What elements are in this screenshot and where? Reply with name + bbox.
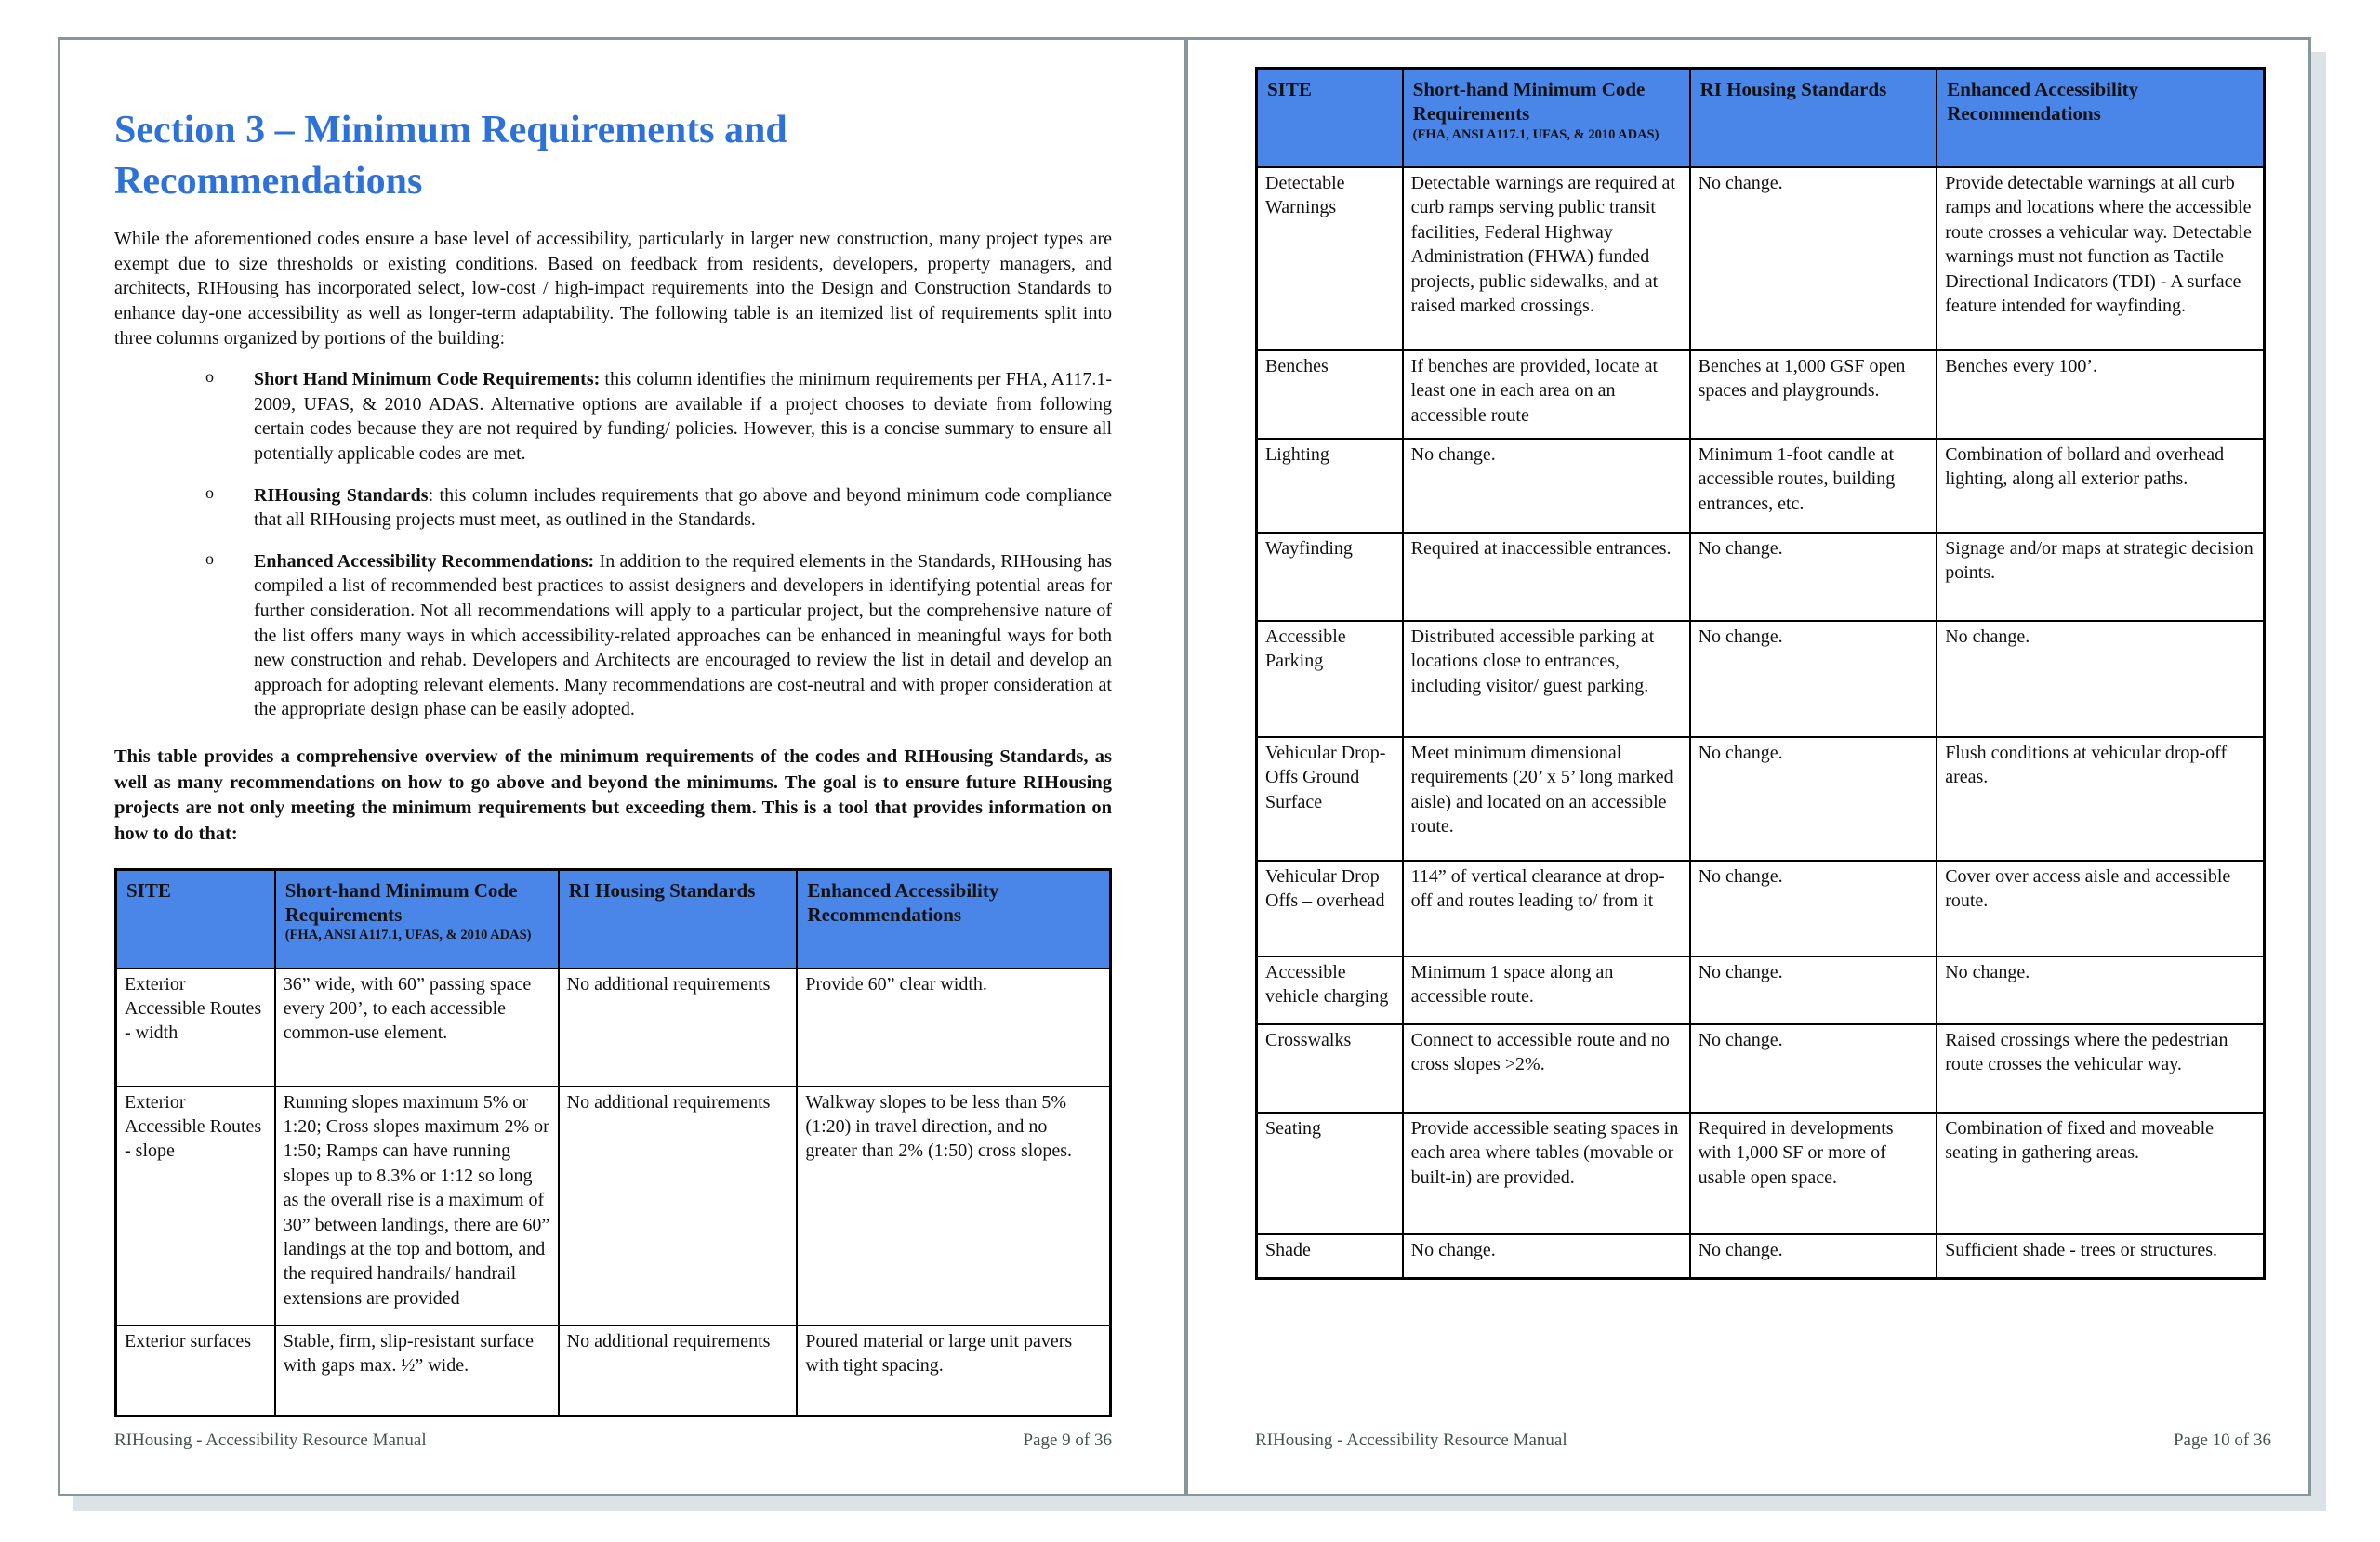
- footer: [114, 1430, 1112, 1451]
- table-cell: No change.: [1690, 1234, 1937, 1279]
- col-header-shorthand-title: Short-hand Minimum Code Requirements: [1412, 78, 1646, 125]
- list-item-enhanced-recommendations: [205, 548, 1112, 722]
- table-row: [1257, 737, 2265, 861]
- table-body: [1257, 167, 2265, 1279]
- table-cell: No additional requirements: [559, 1087, 798, 1325]
- table-cell: Connect to accessible route and no cross slopes >2%.: [1403, 1024, 1690, 1113]
- row-label-cell: Vehicular Drop-Offs Ground Surface: [1257, 737, 1403, 861]
- page-9: [60, 40, 1188, 1494]
- footer: [1255, 1430, 2271, 1451]
- bullet-lead: Short Hand Minimum Code Requirements:: [254, 369, 601, 390]
- column-definitions-list: [114, 367, 1112, 722]
- table-cell: Provide detectable warnings at all curb ramps and locations where the accessible route crosses a vehicular way. Detectable warnings must not function as Tactile Directional Indicators (TDI) - A surface feature intended for wayfinding.: [1937, 167, 2264, 350]
- table-cell: No change.: [1403, 1234, 1690, 1279]
- table-cell: No additional requirements: [559, 1325, 798, 1417]
- table-cell: Combination of bollard and overhead lighting, along all exterior paths.: [1937, 439, 2264, 533]
- row-label-cell: Accessible vehicle charging: [1257, 956, 1403, 1024]
- bullet-text: this column identifies the minimum requirements per FHA, A117.1-2009, UFAS, & 2010 ADAS. Alternative options are available if a project chooses to deviate from following certain codes because they are not required by funding/ policies. However, this is a concise summary to ensure all potentially applicable codes are met.: [254, 369, 1112, 464]
- row-label-cell: Detectable Warnings: [1257, 167, 1403, 350]
- table-cell: Running slopes maximum 5% or 1:20; Cross slopes maximum 2% or 1:50; Ramps can have running slopes up to 8.3% or 1:12 so long as the overall rise is a maximum of 30” between landings, there are 60” landings at the top and bottom, and the required handrails/ handrail extensions are provided: [275, 1087, 559, 1325]
- table-cell: Benches every 100’.: [1937, 350, 2264, 439]
- col-header-shorthand: [275, 869, 559, 969]
- list-item-shorthand: [205, 367, 1112, 466]
- row-label-cell: Vehicular Drop Offs – overhead: [1257, 861, 1403, 956]
- table-row: [1257, 1024, 2265, 1113]
- row-label-cell: Wayfinding: [1257, 533, 1403, 621]
- col-header-shorthand-sub: (FHA, ANSI A117.1, UFAS, & 2010 ADAS): [1412, 126, 1659, 142]
- row-label-cell: Exterior Accessible Routes - width: [116, 969, 275, 1087]
- table-cell: Raised crossings where the pedestrian route crosses the vehicular way.: [1937, 1024, 2264, 1113]
- table-cell: Meet minimum dimensional requirements (20’ x 5’ long marked aisle) and located on an accessible route.: [1403, 737, 1690, 861]
- table-cell: Poured material or large unit pavers with tight spacing.: [797, 1325, 1110, 1417]
- footer-manual-title: RIHousing - Accessibility Resource Manual: [1255, 1430, 1567, 1450]
- footer-page-number: Page 9 of 36: [1023, 1430, 1112, 1450]
- col-header-shorthand-title: Short-hand Minimum Code Requirements: [284, 878, 518, 926]
- page-10: [1188, 40, 2308, 1494]
- table-row: [1257, 956, 2265, 1024]
- col-header-enhanced: Enhanced Accessibility Recommendations: [797, 869, 1110, 969]
- table-cell: Benches at 1,000 GSF open spaces and playgrounds.: [1690, 350, 1937, 439]
- site-requirements-table-page9: [114, 868, 1112, 1417]
- table-cell: No additional requirements: [559, 969, 798, 1087]
- table-cell: Minimum 1 space along an accessible route.: [1403, 956, 1690, 1024]
- table-cell: If benches are provided, locate at least one in each area on an accessible route: [1403, 350, 1690, 439]
- table-cell: Minimum 1-foot candle at accessible routes, building entrances, etc.: [1690, 439, 1937, 533]
- table-header-row: [1257, 69, 2265, 168]
- table-row: [116, 1325, 1111, 1417]
- table-cell: No change.: [1937, 956, 2264, 1024]
- document-spread: [58, 37, 2311, 1496]
- row-label-cell: Exterior surfaces: [116, 1325, 275, 1417]
- table-cell: Cover over access aisle and accessible route.: [1937, 861, 2264, 956]
- table-cell: No change.: [1690, 621, 1937, 737]
- table-row: [1257, 439, 2265, 533]
- table-row: [1257, 1113, 2265, 1234]
- col-header-site: SITE: [116, 869, 275, 969]
- bullet-lead: RIHousing Standards: [254, 484, 429, 506]
- bullet-marker: o: [205, 482, 214, 502]
- table-cell: Walkway slopes to be less than 5% (1:20) in travel direction, and no greater than 2% (1:50) cross slopes.: [797, 1087, 1110, 1325]
- table-row: [116, 1087, 1111, 1325]
- table-cell: Stable, firm, slip-resistant surface with gaps max. ½” wide.: [275, 1325, 559, 1417]
- table-cell: No change.: [1937, 621, 2264, 737]
- list-item-rihousing-standards: [205, 482, 1112, 533]
- table-cell: No change.: [1690, 1024, 1937, 1113]
- table-cell: Provide 60” clear width.: [797, 969, 1110, 1087]
- row-label-cell: Lighting: [1257, 439, 1403, 533]
- footer-manual-title: RIHousing - Accessibility Resource Manual: [114, 1430, 427, 1450]
- table-row: [116, 969, 1111, 1087]
- bullet-text: In addition to the required elements in the Standards, RIHousing has compiled a list of recommended best practices to assist designers and developers in identifying potential areas for further consideration. Not all recommendations will apply to a particular project, but the comprehensive nature of the list offers many ways in which accessibility-related approaches can be enhanced in meaningful ways for both new construction and rehab. Developers and Architects are encouraged to review the list in detail and develop an approach for adopting relevant elements. Many recommendations are cost-neutral and with proper consideration at the appropriate design phase can be easily adopted.: [254, 550, 1112, 720]
- col-header-shorthand-sub: (FHA, ANSI A117.1, UFAS, & 2010 ADAS): [284, 928, 532, 943]
- table-cell: Required in developments with 1,000 SF or more of usable open space.: [1690, 1113, 1937, 1234]
- table-row: [1257, 533, 2265, 621]
- bullet-text: : this column includes requirements that go above and beyond minimum code compliance that all RIHousing projects must meet, as outlined in the Standards.: [254, 484, 1112, 531]
- col-header-enhanced: Enhanced Accessibility Recommendations: [1937, 69, 2264, 168]
- footer-page-number: Page 10 of 36: [2173, 1430, 2271, 1450]
- bullet-marker: o: [205, 548, 214, 568]
- table-cell: No change.: [1690, 861, 1937, 956]
- table-cell: No change.: [1690, 167, 1937, 350]
- table-cell: No change.: [1690, 737, 1937, 861]
- col-header-shorthand: [1403, 69, 1690, 168]
- table-row: [1257, 350, 2265, 439]
- row-label-cell: Benches: [1257, 350, 1403, 439]
- row-label-cell: Accessible Parking: [1257, 621, 1403, 737]
- section-title: Section 3 – Minimum Requirements and Recommendations: [114, 109, 787, 203]
- table-cell: Signage and/or maps at strategic decision points.: [1937, 533, 2264, 621]
- row-label-cell: Shade: [1257, 1234, 1403, 1279]
- table-cell: Sufficient shade - trees or structures.: [1937, 1234, 2264, 1279]
- table-row: [1257, 1234, 2265, 1279]
- table-cell: Provide accessible seating spaces in each area where tables (movable or built-in) are provided.: [1403, 1113, 1690, 1234]
- intro-paragraph: While the aforementioned codes ensure a base level of accessibility, particularly in larger new construction, many project types are exempt due to size thresholds or existing conditions. Based on feedback from residents, developers, property managers, and architects, RIHousing has incorporated select, low-cost / high-impact requirements into the Design and Construction Standards to enhance day-one accessibility as well as longer-term adaptability. The following table is an itemized list of requirements split into three columns organized by portions of the building:: [114, 229, 1112, 349]
- table-cell: No change.: [1690, 956, 1937, 1024]
- row-label-cell: Crosswalks: [1257, 1024, 1403, 1113]
- table-cell: Required at inaccessible entrances.: [1403, 533, 1690, 621]
- bullet-lead: Enhanced Accessibility Recommendations:: [254, 550, 595, 572]
- table-cell: Detectable warnings are required at curb ramps serving public transit facilities, Federal Highway Administration (FHWA) funded projects, public sidewalks, and at raised marked crossings.: [1403, 167, 1690, 350]
- table-cell: No change.: [1690, 533, 1937, 621]
- bullet-marker: o: [205, 367, 214, 387]
- site-requirements-table-page10: [1255, 67, 2266, 1280]
- table-row: [1257, 167, 2265, 350]
- col-header-rihousing: RI Housing Standards: [559, 869, 798, 969]
- table-cell: Distributed accessible parking at locations close to entrances, including visitor/ guest parking.: [1403, 621, 1690, 737]
- col-header-rihousing: RI Housing Standards: [1690, 69, 1937, 168]
- table-cell: No change.: [1403, 439, 1690, 533]
- table-cell: Flush conditions at vehicular drop-off areas.: [1937, 737, 2264, 861]
- table-header-row: [116, 869, 1111, 969]
- col-header-site: SITE: [1257, 69, 1403, 168]
- table-cell: Combination of fixed and moveable seating in gathering areas.: [1937, 1113, 2264, 1234]
- table-body: [116, 969, 1111, 1417]
- row-label-cell: Seating: [1257, 1113, 1403, 1234]
- emphasis-paragraph: This table provides a comprehensive overview of the minimum requirements of the codes and RIHousing Standards, as well as many recommendations on how to go above and beyond the minimums. The goal is to ensure future RIHousing projects are not only meeting the minimum requirements but exceeding them. This is a tool that provides information on how to do that:: [114, 745, 1112, 844]
- table-cell: 36” wide, with 60” passing space every 200’, to each accessible common-use element.: [275, 969, 559, 1087]
- row-label-cell: Exterior Accessible Routes - slope: [116, 1087, 275, 1325]
- table-row: [1257, 621, 2265, 737]
- table-row: [1257, 861, 2265, 956]
- table-cell: 114” of vertical clearance at drop-off and routes leading to/ from it: [1403, 861, 1690, 956]
